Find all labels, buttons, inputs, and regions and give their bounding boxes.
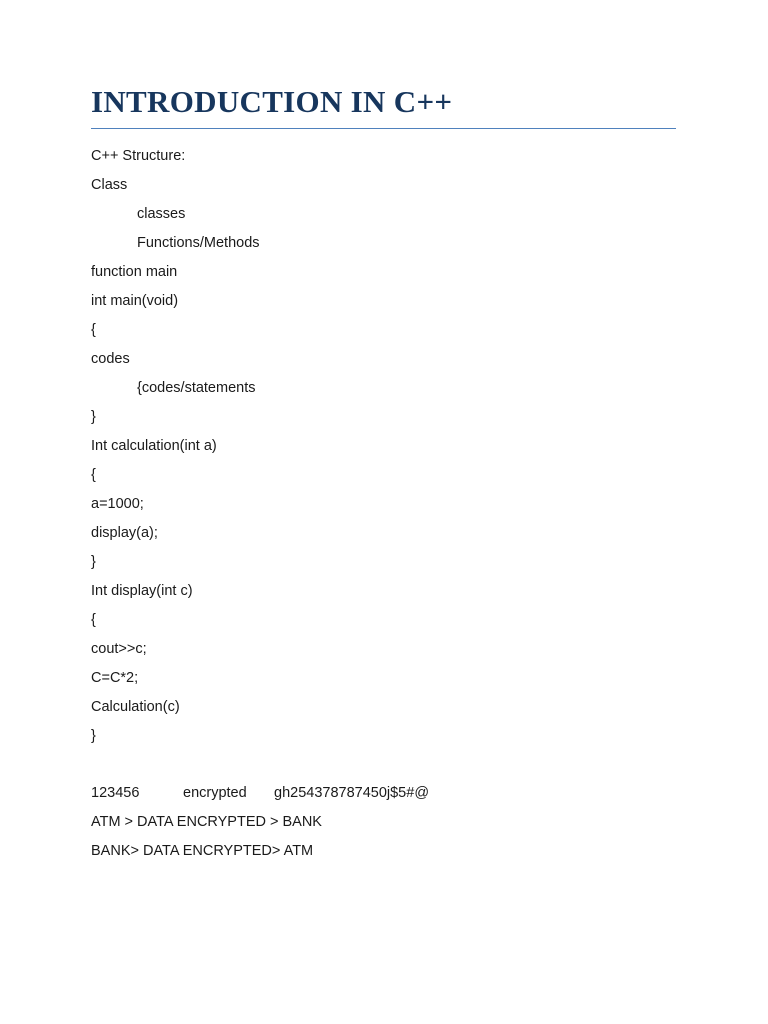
code-line: Calculation(c) bbox=[91, 699, 180, 715]
code-line: display(a); bbox=[91, 525, 158, 541]
encrypted-label: encrypted bbox=[183, 785, 247, 801]
code-line: a=1000; bbox=[91, 496, 144, 512]
code-line: C=C*2; bbox=[91, 670, 139, 686]
code-line: } bbox=[91, 409, 96, 425]
code-line: Int calculation(int a) bbox=[91, 438, 217, 454]
code-line: } bbox=[91, 554, 96, 570]
code-line: { bbox=[91, 467, 96, 483]
code-line: } bbox=[91, 728, 96, 744]
text-line-indented: Functions/Methods bbox=[137, 235, 260, 251]
page-title: INTRODUCTION IN C++ bbox=[91, 84, 453, 119]
plain-value: 123456 bbox=[91, 785, 140, 801]
cipher-value: gh254378787450j$5#@ bbox=[274, 785, 430, 801]
code-line: Int display(int c) bbox=[91, 583, 193, 599]
text-line: function main bbox=[91, 264, 178, 280]
text-line: Class bbox=[91, 177, 128, 193]
text-line-indented: classes bbox=[137, 206, 186, 222]
encryption-row bbox=[91, 784, 491, 802]
flow-line: BANK> DATA ENCRYPTED> ATM bbox=[91, 843, 314, 859]
code-line: { bbox=[91, 612, 96, 628]
code-line-indented: {codes/statements bbox=[137, 380, 256, 396]
code-line: int main(void) bbox=[91, 293, 179, 309]
text-line: C++ Structure: bbox=[91, 148, 186, 164]
code-line: cout>>c; bbox=[91, 641, 147, 657]
code-line: codes bbox=[91, 351, 130, 367]
flow-line: ATM > DATA ENCRYPTED > BANK bbox=[91, 814, 322, 830]
code-line: { bbox=[91, 322, 96, 338]
title-underline bbox=[91, 128, 676, 129]
